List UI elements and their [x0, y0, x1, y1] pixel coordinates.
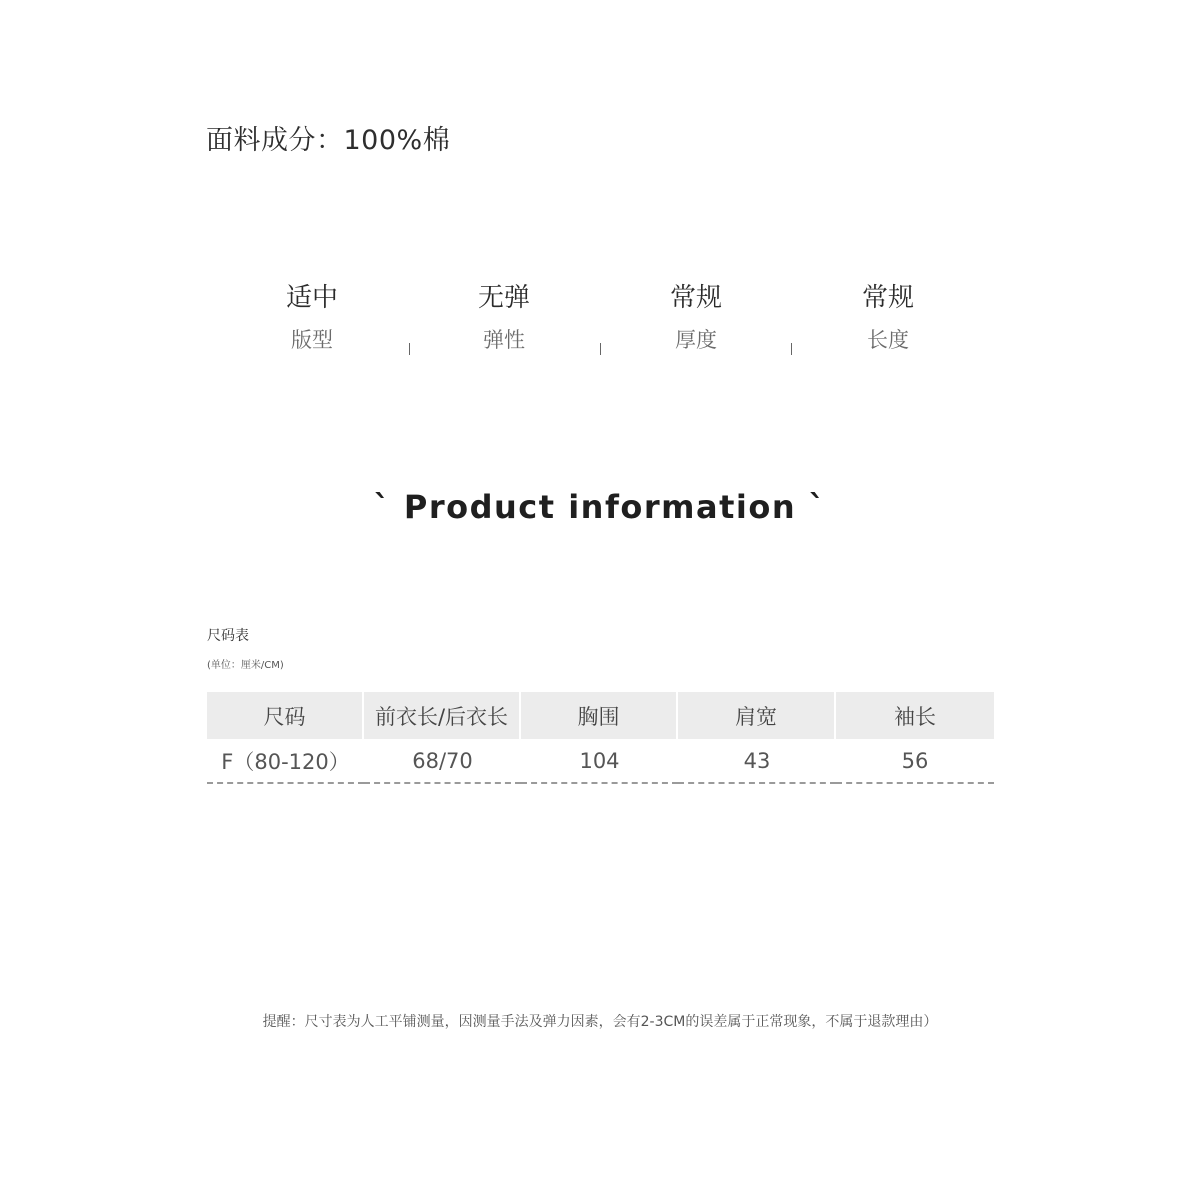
fabric-composition: 面料成分：100%棉	[206, 125, 451, 156]
attribute-value: 无弹	[477, 283, 530, 313]
size-chart-title: 尺码表	[207, 628, 249, 644]
column-header: 胸围	[521, 692, 678, 739]
attribute-value: 常规	[669, 283, 722, 313]
column-header: 袖长	[836, 692, 994, 739]
table-cell: 68/70	[364, 739, 521, 784]
table-cell: 43	[678, 739, 836, 784]
section-banner: ` Product information `	[373, 488, 827, 526]
measurement-note: 提醒：尺寸表为人工平铺测量，因测量手法及弹力因素，会有2-3CM的误差属于正常现象，不属于退款理由）	[262, 1014, 938, 1030]
attribute-thickness	[600, 278, 792, 356]
attribute-label: 弹性	[483, 328, 525, 352]
attribute-elasticity	[408, 278, 600, 356]
attribute-value: 常规	[861, 283, 914, 313]
table-cell: 104	[521, 739, 678, 784]
attribute-fit	[216, 278, 408, 356]
size-chart-unit: (单位：厘米/CM)	[207, 660, 284, 671]
table-row	[207, 739, 994, 784]
attribute-label: 厚度	[675, 328, 717, 352]
table-header-row	[207, 692, 994, 739]
size-table	[207, 692, 994, 784]
attribute-length	[792, 278, 984, 356]
attribute-value: 适中	[285, 283, 338, 313]
attribute-strip	[216, 278, 984, 368]
table-cell: 56	[836, 739, 994, 784]
column-header: 尺码	[207, 692, 364, 739]
table-cell: F（80-120）	[207, 739, 364, 784]
column-header: 肩宽	[678, 692, 836, 739]
attribute-label: 长度	[867, 328, 909, 352]
attribute-label: 版型	[291, 328, 333, 352]
column-header: 前衣长/后衣长	[364, 692, 521, 739]
